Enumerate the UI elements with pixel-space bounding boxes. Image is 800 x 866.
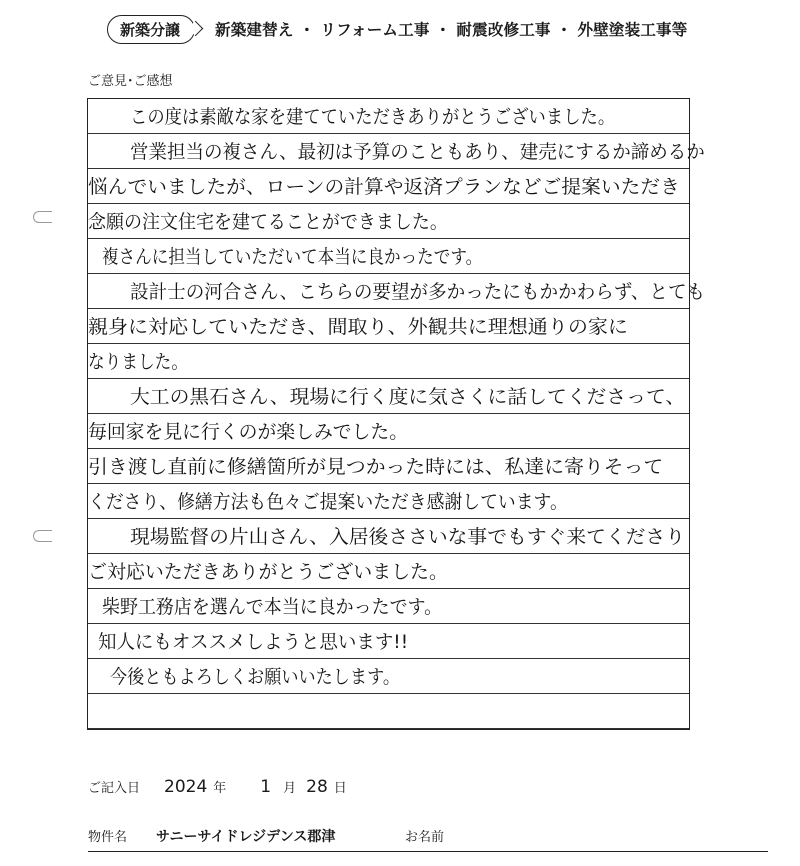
- comment-line: [88, 554, 689, 589]
- handwritten-text: 今後ともよろしくお願いいたします。: [110, 666, 400, 688]
- handwritten-text: 悩んでいましたが、ローンの計算や返済プランなどご提案いただき: [88, 176, 680, 198]
- handwritten-text: 引き渡し直前に修繕箇所が見つかった時には、私達に寄りそって: [88, 456, 664, 478]
- comment-line: [88, 344, 689, 379]
- day-unit: 日: [333, 781, 347, 796]
- name-label: お名前: [405, 830, 445, 845]
- handwritten-text: 親身に対応していただき、間取り、外観共に理想通りの家に: [88, 316, 628, 338]
- date-day: 28: [306, 777, 328, 797]
- comment-line: [88, 414, 689, 449]
- comment-line: [88, 379, 689, 414]
- handwritten-text: 現場監督の片山さん、入居後ささいな事でもすぐ来てくださり: [130, 526, 686, 548]
- handwritten-text: ご対応いただきありがとうございました。: [88, 561, 448, 583]
- comment-line: [88, 134, 705, 169]
- comment-line: [88, 309, 689, 344]
- date-year: 2024: [164, 777, 208, 797]
- handwritten-text: 営業担当の複さん、最初は予算のこともあり、建売にするか諦めるか: [130, 141, 705, 163]
- handwritten-text: くださり、修繕方法も色々ご提案いただき感謝しています。: [88, 491, 568, 513]
- comment-line: [88, 169, 689, 204]
- date-month: 1: [260, 777, 272, 797]
- punch-hole-mark: [33, 530, 52, 542]
- property-value: サニーサイドレジデンス郡津: [156, 829, 336, 845]
- comment-line: [88, 239, 689, 274]
- year-unit: 年: [213, 781, 227, 796]
- handwritten-text: 大工の黒石さん、現場に行く度に気さくに話してくださって、: [130, 386, 686, 408]
- date-row: [88, 777, 347, 797]
- handwritten-text: なりました。: [88, 351, 188, 373]
- property-label: 物件名: [88, 830, 128, 845]
- punch-hole-mark: [33, 211, 52, 223]
- handwritten-text: 柴野工務店を選んで本当に良かったです。: [102, 596, 443, 618]
- handwritten-text: 知人にもオススメしようと思います!!: [98, 631, 409, 653]
- comment-line: [88, 519, 689, 554]
- property-name-row: [88, 826, 768, 848]
- header-bar: [107, 15, 687, 43]
- date-label: ご記入日: [88, 781, 141, 796]
- comment-line: [88, 729, 689, 764]
- comment-line: [88, 449, 689, 484]
- comment-line: [88, 484, 689, 519]
- comment-line: [88, 589, 689, 624]
- comment-line: [88, 659, 689, 694]
- comment-line: [88, 694, 689, 729]
- month-unit: 月: [283, 781, 297, 796]
- handwritten-text: 複さんに担当していただいて本当に良かったです。: [102, 246, 483, 268]
- comment-line: [88, 274, 706, 309]
- comments-label: ご意見･ご感想: [88, 74, 173, 89]
- bottom-rule: [88, 851, 768, 852]
- service-list: 新築建替え ・ リフォーム工事 ・ 耐震改修工事 ・ 外壁塗装工事等: [215, 21, 688, 39]
- comment-line: [88, 99, 689, 134]
- comment-lines-box: [87, 98, 706, 730]
- comment-line: [88, 624, 689, 659]
- handwritten-text: この度は素敵な家を建てていただきありがとうございました。: [130, 106, 616, 128]
- comment-line: [88, 204, 689, 239]
- category-badge: 新築分譲: [107, 15, 195, 44]
- handwritten-text: 設計士の河合さん、こちらの要望が多かったにもかかわらず、とても: [130, 281, 706, 303]
- handwritten-text: 念願の注文住宅を建てることができました。: [88, 211, 448, 233]
- handwritten-text: 毎回家を見に行くのが楽しみでした。: [88, 421, 409, 443]
